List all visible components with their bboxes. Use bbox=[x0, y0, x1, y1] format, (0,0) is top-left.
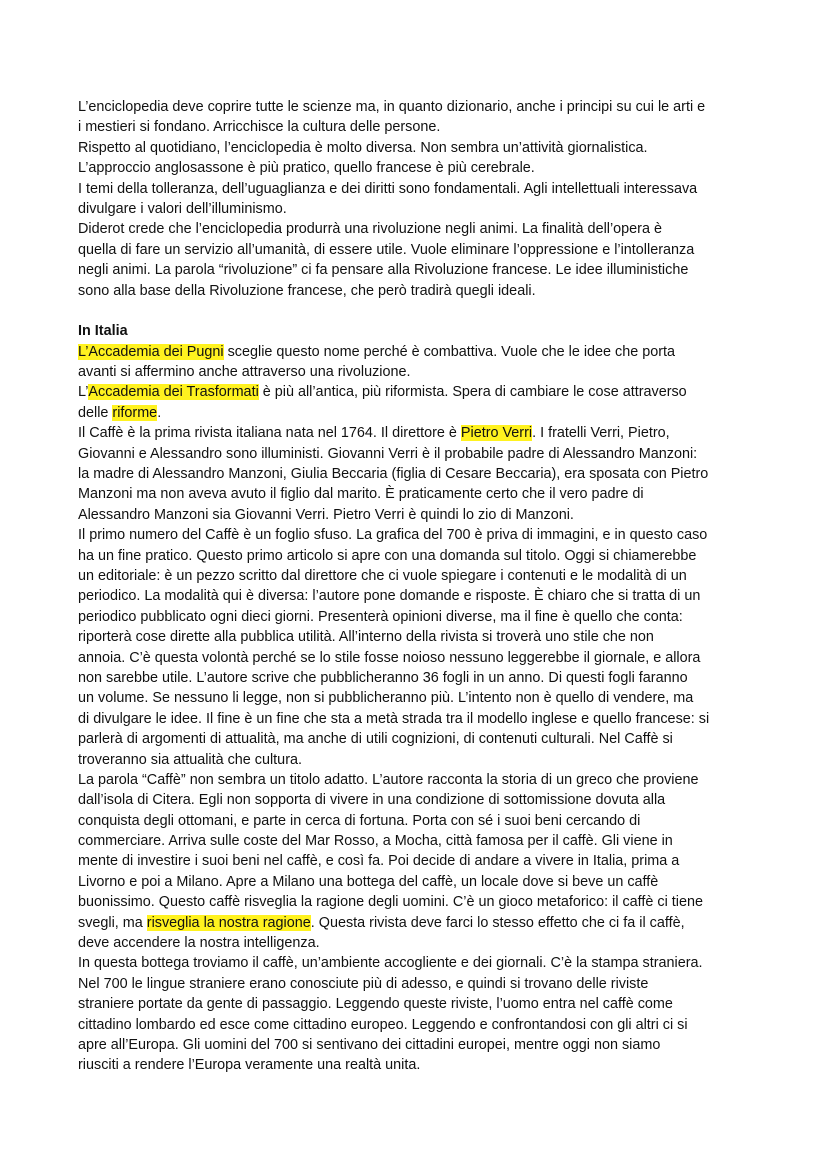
intro-paragraphs bbox=[78, 97, 788, 301]
text-line: riporterà cose dirette alla pubblica utilità. All’interno della rivista si troverà uno stile che non bbox=[78, 629, 654, 646]
text-line: buonissimo. Questo caffè risveglia la ragione degli uomini. C’è un gioco metaforico: il caffè ci tiene bbox=[78, 894, 703, 911]
text-line: un volume. Se nessuno li legge, non si pubblicheranno più. L’intento non è quello di vendere, ma bbox=[78, 690, 694, 707]
text-line: L’Accademia dei Pugni sceglie questo nome perché è combattiva. Vuole che le idee che porta bbox=[78, 343, 676, 360]
text-line: Il primo numero del Caffè è un foglio sfuso. La grafica del 700 è priva di immagini, e in questo caso bbox=[78, 527, 708, 544]
text-line: deve accendere la nostra intelligenza. bbox=[78, 935, 320, 952]
highlight: Pietro Verri bbox=[460, 425, 533, 442]
highlight: L’Accademia dei Pugni bbox=[78, 343, 224, 360]
text-line: Il Caffè è la prima rivista italiana nata nel 1764. Il direttore è Pietro Verri. I fratelli Verri, Pietro, bbox=[78, 425, 670, 442]
text-line: L’Accademia dei Trasformati è più all’antica, più riformista. Spera di cambiare le cose attraverso bbox=[78, 384, 687, 401]
text-line: avanti si affermino anche attraverso una rivoluzione. bbox=[78, 364, 411, 381]
text-line: non sarebbe utile. L’autore scrive che pubblicheranno 36 fogli in un anno. Di questi fogli faranno bbox=[78, 669, 688, 686]
paragraph-gap bbox=[78, 301, 788, 321]
text-line: Giovanni e Alessandro sono illuministi. Giovanni Verri è il probabile padre di Alessandro Manzoni: bbox=[78, 445, 698, 462]
text-line: sono alla base della Rivoluzione francese, che però tradirà quegli ideali. bbox=[78, 282, 536, 299]
text-line: La parola “Caffè” non sembra un titolo adatto. L’autore racconta la storia di un greco che proviene bbox=[78, 771, 699, 788]
text-line: L’enciclopedia deve coprire tutte le scienze ma, in quanto dizionario, anche i principi su cui le arti e bbox=[78, 99, 706, 115]
text-line: Alessandro Manzoni sia Giovanni Verri. Pietro Verri è quindi lo zio di Manzoni. bbox=[78, 506, 574, 523]
text-line: negli animi. La parola “rivoluzione” ci fa pensare alla Rivoluzione francese. Le idee illuministiche bbox=[78, 262, 689, 279]
text-line: periodico. La modalità qui è diversa: l’autore pone domande e risposte. È chiaro che si tratta di un bbox=[78, 588, 701, 605]
text-line: parlerà di argomenti di attualità, ma anche di utili cognizioni, di contenuti culturali. Nel Caffè si bbox=[78, 731, 673, 748]
text-line: conquista degli ottomani, e parte in cerca di fortuna. Porta con sé i suoi beni cercando di bbox=[78, 812, 641, 829]
text-line: mente di investire i suoi beni nel caffè, e così fa. Poi decide di andare a vivere in Italia, prima a bbox=[78, 853, 680, 870]
text-line: Livorno e poi a Milano. Apre a Milano una bottega del caffè, un locale dove si beve un caffè bbox=[78, 873, 659, 890]
text-line: divulgare i valori dell’illuminismo. bbox=[78, 200, 287, 217]
text-line: periodico pubblicato ogni dieci giorni. Presenterà opinioni diverse, ma il fine è quello che conta: bbox=[78, 608, 683, 625]
text-line: la madre di Alessandro Manzoni, Giulia Beccaria (figlia di Cesare Beccaria), era sposata con Pietro bbox=[78, 466, 709, 483]
highlight: Accademia dei Trasformati bbox=[88, 384, 259, 401]
highlight: risveglia la nostra ragione bbox=[146, 914, 311, 931]
body-paragraphs bbox=[78, 444, 788, 913]
text-line: delle riforme. bbox=[78, 404, 162, 421]
text-line: L’approccio anglosassone è più pratico, quello francese è più cerebrale. bbox=[78, 160, 535, 177]
text-line: ha un fine pratico. Questo primo articolo si apre con una domanda sul titolo. Oggi si chiamerebbe bbox=[78, 547, 697, 564]
text-line: Manzoni ma non aveva avuto il figlio dal marito. È praticamente certo che il vero padre di bbox=[78, 486, 644, 503]
text-line: Diderot crede che l’enciclopedia produrrà una rivoluzione negli animi. La finalità dell’opera è bbox=[78, 221, 662, 238]
text-line: di divulgare le idee. Il fine è un fine che sta a metà strada tra il modello inglese e quello francese: si bbox=[78, 710, 710, 727]
text-line: Nel 700 le lingue straniere erano conosciute più di adesso, e quindi si trovano delle riviste bbox=[78, 975, 649, 992]
closing-paragraphs bbox=[78, 933, 788, 1076]
text-line: commerciare. Arriva sulle coste del Mar Rosso, a Mocha, città famosa per il caffè. Gli viene in bbox=[78, 833, 673, 850]
text-line: cittadino lombardo ed esce come cittadino europeo. Leggendo e confrontandosi con gli altri ci si bbox=[78, 1016, 688, 1033]
text-line: Rispetto al quotidiano, l’enciclopedia è molto diversa. Non sembra un’attività giornalistica. bbox=[78, 139, 648, 156]
text-line: annoia. C’è questa volontà perché se lo stile fosse noioso nessuno leggerebbe il giornale, e allora bbox=[78, 649, 701, 666]
text-line: dall’isola di Citera. Egli non sopporta di vivere in una condizione di sottomissione dovuta alla bbox=[78, 792, 666, 809]
highlight: riforme bbox=[112, 404, 158, 421]
text-line: i mestieri si fondano. Arricchisce la cultura delle persone. bbox=[78, 119, 441, 136]
text-line: In questa bottega troviamo il caffè, un’ambiente accogliente e dei giornali. C’è la stampa straniera. bbox=[78, 955, 703, 972]
text-line: quella di fare un servizio all’umanità, di essere utile. Vuole eliminare l’oppressione e l’intolleranza bbox=[78, 241, 695, 258]
text-line: apre all’Europa. Gli uomini del 700 si sentivano dei cittadini europei, mentre oggi non siamo bbox=[78, 1036, 661, 1053]
text-line: straniere portate da gente di passaggio. Leggendo queste riviste, l’uomo entra nel caffè come bbox=[78, 996, 673, 1013]
text-line: un editoriale: è un pezzo scritto dal direttore che ci vuole spiegare i contenuti e le modalità di un bbox=[78, 567, 687, 584]
text-line: riusciti a rendere l’Europa veramente una realtà unita. bbox=[78, 1057, 421, 1074]
section-heading: In Italia bbox=[78, 323, 128, 340]
text-line: troveranno sia attualità che cultura. bbox=[78, 751, 302, 768]
text-line: I temi della tolleranza, dell’uguaglianza e dei diritti sono fondamentali. Agli intellettuali interessava bbox=[78, 180, 698, 197]
text-line: svegli, ma risveglia la nostra ragione. Questa rivista deve farci lo stesso effetto che ci fa il caffè, bbox=[78, 914, 685, 931]
